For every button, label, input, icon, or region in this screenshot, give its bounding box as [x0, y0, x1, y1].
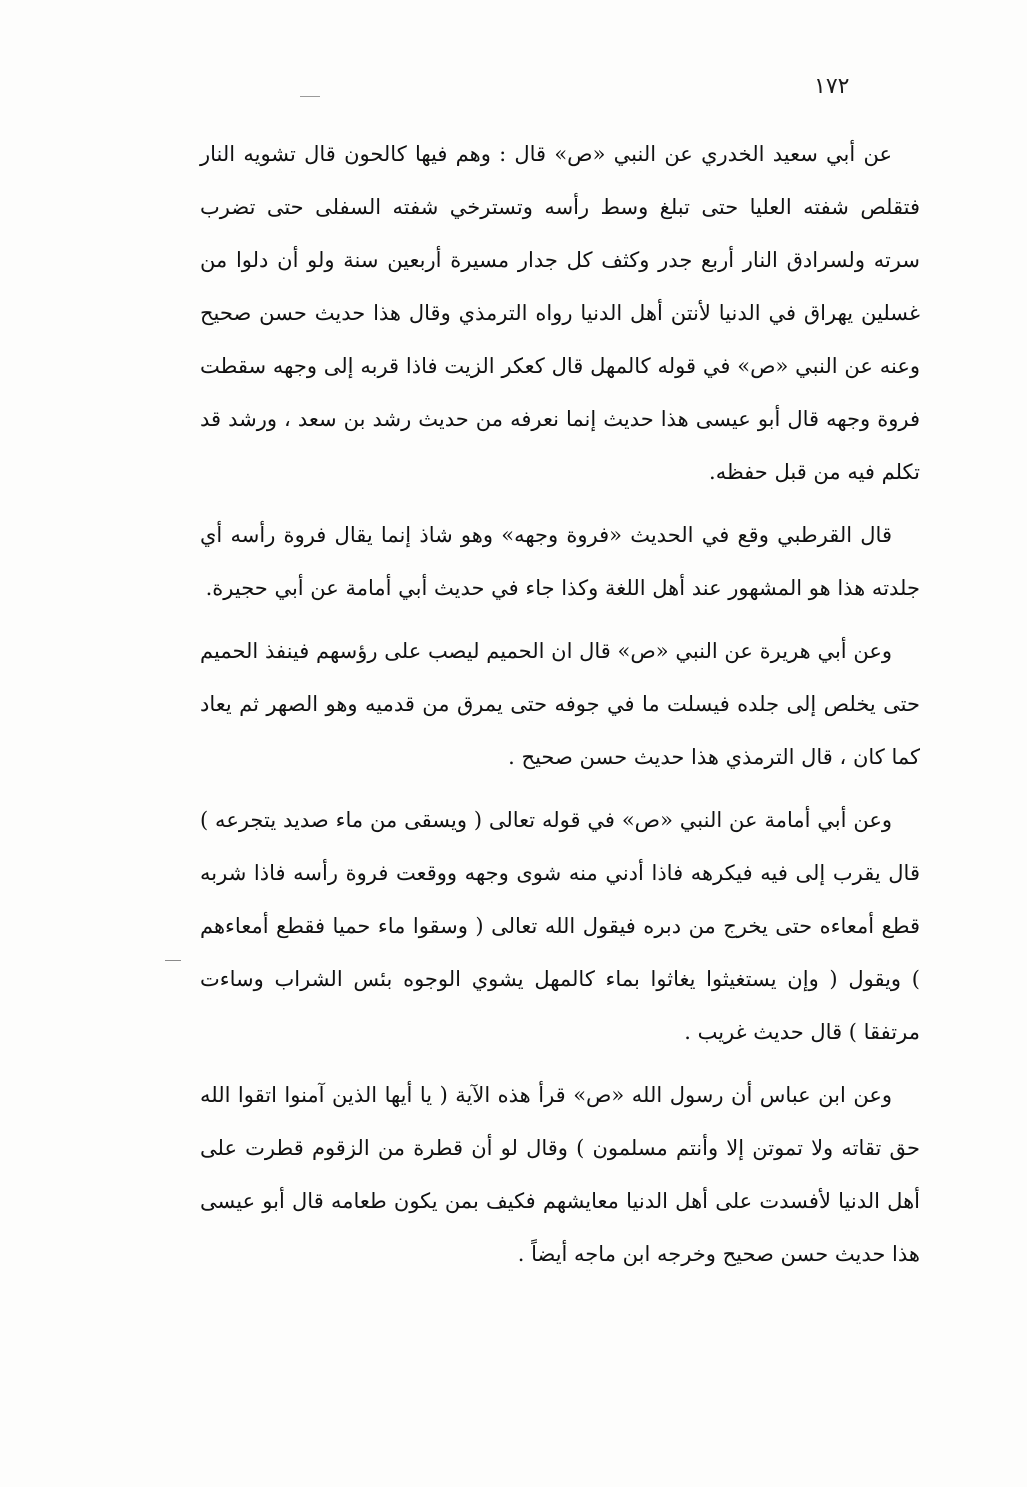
paragraph-5: وعن ابن عباس أن رسول الله «ص» قرأ هذه الآية ( يا أيها الذين آمنوا اتقوا الله حق تقاته ولا تموتن إلا وأنتم مسلمون ) وقال لو أن قطرة من الزقوم قطرت على أهل الدنيا لأفسدت على أهل الدنيا معايشهم فكيف بمن يكون طعامه قال أبو عيسى هذا حديث حسن صحيح وخرجه ابن ماجه أيضاً . — [200, 1083, 920, 1266]
paragraph-2: قال القرطبي وقع في الحديث «فروة وجهه» وهو شاذ إنما يقال فروة رأسه أي جلدته هذا هو المشهور عند أهل اللغة وكذا جاء في حديث أبي أمامة عن أبي حجيرة. — [200, 523, 920, 600]
paragraph-3: وعن أبي هريرة عن النبي «ص» قال ان الحميم ليصب على رؤسهم فينفذ الحميم حتى يخلص إلى جلده فيسلت ما في جوفه حتى يمرق من قدميه وهو الصهر ثم يعاد كما كان ، قال الترمذي هذا حديث حسن صحيح . — [200, 639, 920, 769]
paragraph-4: وعن أبي أمامة عن النبي «ص» في قوله تعالى ( ويسقى من ماء صديد يتجرعه ) قال يقرب إلى فيه فيكرهه فاذا أدني منه شوى وجهه ووقعت فروة رأسه فاذا شربه قطع أمعاءه حتى يخرج من دبره فيقول الله تعالى ( وسقوا ماء حميا فقطع أمعاءهم ) ويقول ( وإن يستغيثوا يغاثوا بماء كالمهل يشوي الوجوه بئس الشراب وساءت مرتفقا ) قال حديث غريب . — [200, 808, 920, 1044]
margin-mark — [165, 960, 181, 961]
page-body — [200, 128, 920, 1281]
header-rule — [300, 96, 320, 97]
page-number: ١٧٢ — [814, 74, 850, 99]
paragraph-1: عن أبي سعيد الخدري عن النبي «ص» قال : وهم فيها كالحون قال تشويه النار فتقلص شفته العليا حتى تبلغ وسط رأسه وتسترخي شفته السفلى حتى تضرب سرته ولسرادق النار أربع جدر وكثف كل جدار مسيرة أربعين سنة ولو أن دلوا من غسلين يهراق في الدنيا لأنتن أهل الدنيا رواه الترمذي وقال هذا حديث حسن صحيح وعنه عن النبي «ص» في قوله كالمهل قال كعكر الزيت فاذا قربه إلى وجهه سقطت فروة وجهه قال أبو عيسى هذا حديث إنما نعرفه من حديث رشد بن سعد ، ورشد قد تكلم فيه من قبل حفظه. — [200, 142, 920, 484]
